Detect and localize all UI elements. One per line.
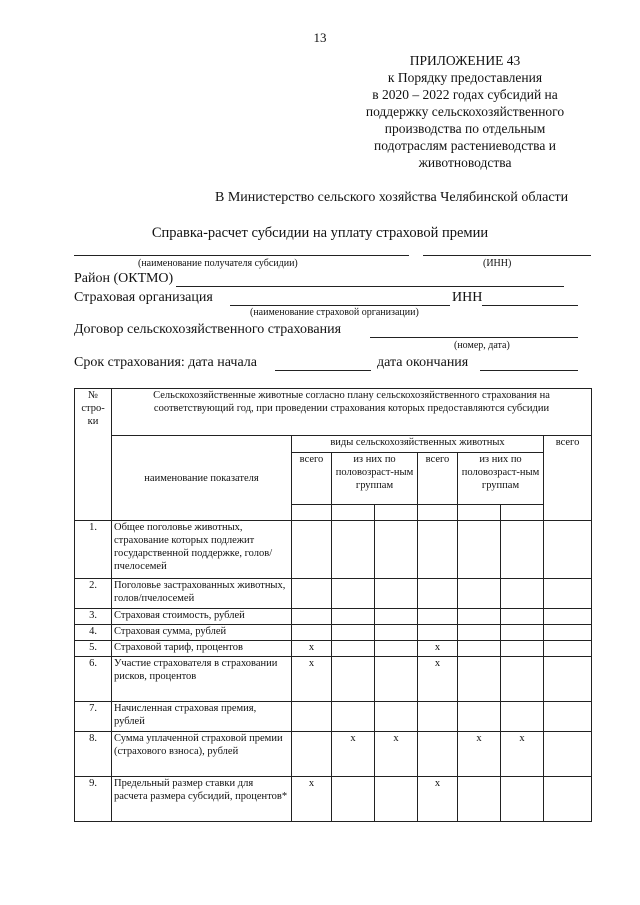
table-cell[interactable] — [375, 657, 418, 702]
row-indicator-name: Участие страхователя в страховании рисков, процентов — [112, 657, 292, 702]
table-cell[interactable] — [501, 777, 544, 822]
row-indicator-name: Страховая сумма, рублей — [112, 625, 292, 641]
contract-hint: (номер, дата) — [454, 340, 510, 351]
table-cell[interactable] — [375, 625, 418, 641]
table-cell[interactable] — [544, 579, 592, 609]
table-row — [75, 702, 592, 732]
table-cell[interactable] — [458, 521, 501, 579]
row-number: 8. — [75, 732, 112, 777]
term-start-field-line[interactable] — [275, 370, 371, 371]
table-cell[interactable] — [458, 641, 501, 657]
row-indicator-name: Поголовье застрахованных животных, голов/пчелосемей — [112, 579, 292, 609]
table-cell[interactable] — [292, 625, 332, 641]
header-species-total: всего — [292, 453, 332, 505]
district-label: Район (ОКТМО) — [74, 271, 174, 286]
table-cell[interactable] — [458, 702, 501, 732]
table-cell[interactable] — [332, 657, 375, 702]
row-number: 1. — [75, 521, 112, 579]
table-cell[interactable] — [544, 657, 592, 702]
table-cell[interactable] — [418, 625, 458, 641]
header-animal-species: виды сельскохозяйственных животных — [292, 436, 544, 453]
term-end-field-line[interactable] — [480, 370, 578, 371]
table-cell[interactable] — [375, 702, 418, 732]
table-cell[interactable] — [375, 777, 418, 822]
table-cell[interactable] — [292, 609, 332, 625]
row-number: 7. — [75, 702, 112, 732]
table-row — [75, 609, 592, 625]
table-cell[interactable] — [544, 625, 592, 641]
appendix-line: в 2020 – 2022 годах субсидий на — [372, 87, 558, 102]
subsidy-table — [74, 388, 592, 822]
cell-not-applicable-mark: x — [501, 732, 544, 777]
table-cell[interactable] — [544, 609, 592, 625]
appendix-line: подотраслям растениеводства и — [374, 138, 556, 153]
page-number: 13 — [313, 30, 327, 45]
cell-not-applicable-mark: x — [418, 657, 458, 702]
table-cell[interactable] — [501, 579, 544, 609]
header-species-total: всего — [418, 453, 458, 505]
table-cell[interactable] — [375, 579, 418, 609]
table-cell[interactable] — [375, 521, 418, 579]
col-header-row-number: № стро-ки — [75, 389, 112, 521]
contract-label: Договор сельскохозяйственного страхования — [74, 322, 342, 337]
table-cell[interactable] — [458, 579, 501, 609]
recipient-field-line[interactable] — [74, 255, 409, 256]
insurer-inn-label: ИНН — [452, 290, 483, 305]
insurer-inn-field-line[interactable] — [482, 305, 578, 306]
table-cell — [458, 505, 501, 521]
cell-not-applicable-mark: x — [375, 732, 418, 777]
cell-not-applicable-mark: x — [418, 641, 458, 657]
table-cell[interactable] — [375, 641, 418, 657]
row-indicator-name: Страховой тариф, процентов — [112, 641, 292, 657]
inn-hint: (ИНН) — [483, 258, 512, 269]
table-cell[interactable] — [544, 777, 592, 822]
table-cell[interactable] — [458, 777, 501, 822]
appendix-line: животноводства — [418, 155, 512, 170]
table-cell — [375, 505, 418, 521]
row-indicator-name: Страховая стоимость, рублей — [112, 609, 292, 625]
table-cell[interactable] — [418, 702, 458, 732]
table-body — [75, 521, 592, 822]
row-indicator-name: Общее поголовье животных, страхование которых подлежит государственной поддержке, голов/пчелосемей — [112, 521, 292, 579]
row-number: 9. — [75, 777, 112, 822]
cell-not-applicable-mark: x — [292, 657, 332, 702]
table-cell[interactable] — [418, 609, 458, 625]
table-cell[interactable] — [501, 702, 544, 732]
addressee: В Министерство сельского хозяйства Челябинской области — [215, 190, 569, 205]
insurer-label: Страховая организация — [74, 290, 213, 305]
district-field-line[interactable] — [176, 286, 564, 287]
table-cell[interactable] — [332, 641, 375, 657]
inn-field-line[interactable] — [423, 255, 591, 256]
insurer-field-line[interactable] — [230, 305, 450, 306]
row-number: 2. — [75, 579, 112, 609]
table-cell[interactable] — [292, 732, 332, 777]
table-cell[interactable] — [332, 609, 375, 625]
header-grand-total: всего — [544, 436, 592, 521]
table-row — [75, 732, 592, 777]
table-cell[interactable] — [501, 641, 544, 657]
table-cell[interactable] — [544, 641, 592, 657]
table-row — [75, 579, 592, 609]
table-cell — [332, 505, 375, 521]
header-age-groups: из них по половозраст-ным группам — [458, 453, 544, 505]
table-cell[interactable] — [332, 625, 375, 641]
table-cell[interactable] — [332, 521, 375, 579]
row-number: 5. — [75, 641, 112, 657]
appendix-line: поддержку сельскохозяйственного — [365, 104, 565, 119]
table-cell[interactable] — [544, 521, 592, 579]
cell-not-applicable-mark: x — [292, 641, 332, 657]
table-cell[interactable] — [292, 579, 332, 609]
insurer-hint: (наименование страховой организации) — [250, 307, 419, 318]
appendix-line: к Порядку предоставления — [387, 70, 543, 85]
row-indicator-name: Сумма уплаченной страховой премии (страхового взноса), рублей — [112, 732, 292, 777]
table-row — [75, 641, 592, 657]
table-cell[interactable] — [544, 732, 592, 777]
appendix-header — [330, 52, 600, 171]
table-cell — [292, 505, 332, 521]
table-cell[interactable] — [332, 777, 375, 822]
table-cell[interactable] — [544, 702, 592, 732]
row-number: 3. — [75, 609, 112, 625]
table-cell[interactable] — [458, 625, 501, 641]
term-end-label: дата окончания — [377, 355, 469, 370]
header-age-groups: из них по половозраст-ным группам — [332, 453, 418, 505]
row-indicator-name: Предельный размер ставки для расчета размера субсидий, процентов* — [112, 777, 292, 822]
table-row — [75, 625, 592, 641]
header-indicator-name: наименование показателя — [112, 436, 292, 521]
cell-not-applicable-mark: x — [418, 777, 458, 822]
table-cell[interactable] — [501, 521, 544, 579]
table-cell[interactable] — [501, 657, 544, 702]
table-cell[interactable] — [418, 732, 458, 777]
table-cell[interactable] — [418, 521, 458, 579]
appendix-title: ПРИЛОЖЕНИЕ 43 — [409, 53, 521, 68]
table-cell — [418, 505, 458, 521]
table-cell[interactable] — [332, 579, 375, 609]
header-main: Сельскохозяйственные животные согласно плану сельскохозяйственного страхования на соответствующий год, при проведении страхования которых предоставляются субсидии — [112, 389, 592, 436]
cell-not-applicable-mark: x — [332, 732, 375, 777]
document-title: Справка-расчет субсидии на уплату страховой премии — [151, 225, 489, 241]
term-start-label: Срок страхования: дата начала — [74, 355, 257, 370]
cell-not-applicable-mark: x — [292, 777, 332, 822]
row-indicator-name: Начисленная страховая премия, рублей — [112, 702, 292, 732]
row-number: 4. — [75, 625, 112, 641]
table-cell[interactable] — [332, 702, 375, 732]
table-cell[interactable] — [458, 657, 501, 702]
table-cell[interactable] — [501, 609, 544, 625]
appendix-line: производства по отдельным — [384, 121, 546, 136]
contract-field-line[interactable] — [370, 337, 578, 338]
table-row — [75, 777, 592, 822]
recipient-hint: (наименование получателя субсидии) — [138, 258, 298, 269]
table-cell[interactable] — [458, 609, 501, 625]
cell-not-applicable-mark: x — [458, 732, 501, 777]
row-number: 6. — [75, 657, 112, 702]
table-cell[interactable] — [418, 579, 458, 609]
table-row — [75, 657, 592, 702]
table-row — [75, 521, 592, 579]
table-cell[interactable] — [501, 625, 544, 641]
table-cell — [501, 505, 544, 521]
table-cell[interactable] — [292, 521, 332, 579]
table-cell[interactable] — [292, 702, 332, 732]
table-cell[interactable] — [375, 609, 418, 625]
